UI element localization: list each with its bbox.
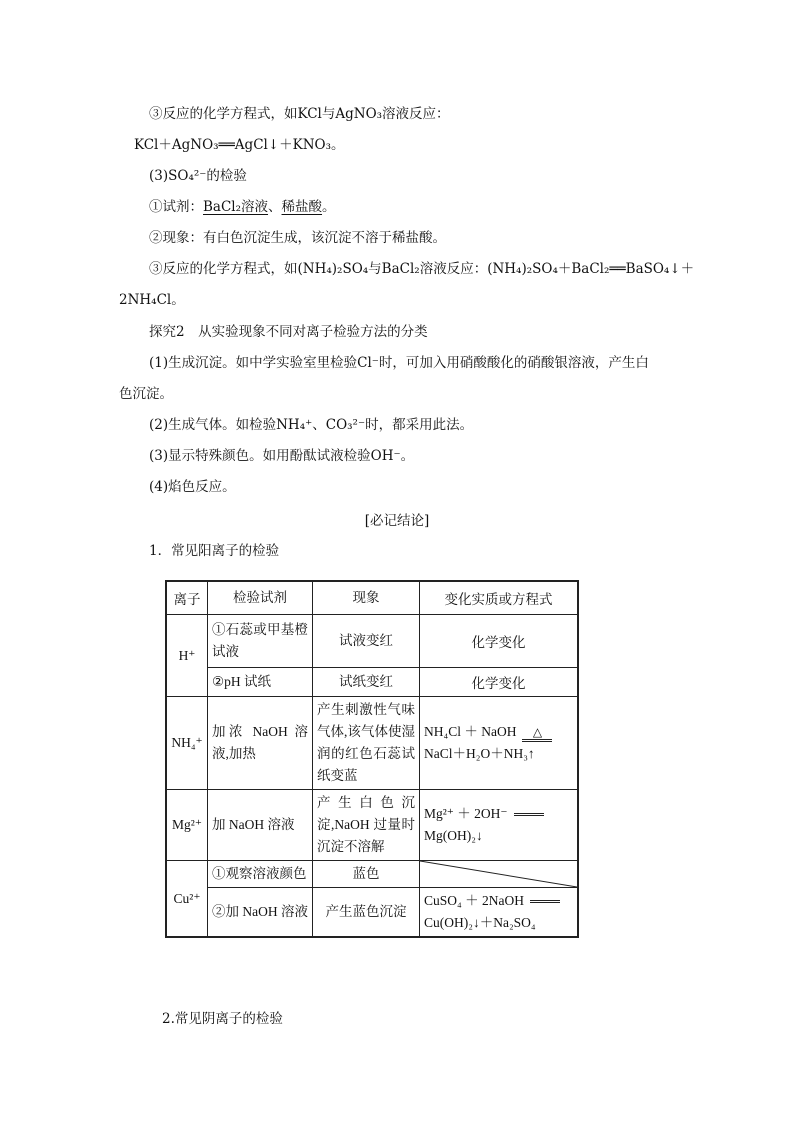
ion-nh4: NH₄⁺ <box>166 697 208 790</box>
text-line: (4)焰色反应。 <box>149 479 236 495</box>
table-row <box>166 790 578 861</box>
equation-line-cont: 2NH₄Cl。 <box>119 292 185 308</box>
phenomenon-line: ②现象：有白色沉淀生成，该沉淀不溶于稀盐酸。 <box>149 230 446 246</box>
reagent-hcl: 稀盐酸 <box>281 199 323 215</box>
reagent-cell: 加浓 NaOH 溶液,加热 <box>208 697 313 790</box>
reagent-cell: ①观察溶液颜色 <box>208 861 313 888</box>
separator: 、 <box>268 199 282 215</box>
equation-cell: 化学变化 <box>420 615 579 668</box>
equation-reactants: NH₄Cl ＋ NaOH <box>424 724 517 739</box>
table-row <box>166 697 578 790</box>
header-phenomenon: 现象 <box>313 581 420 615</box>
reagent-cell: ②加 NaOH 溶液 <box>208 888 313 938</box>
equation-products: Cu(OH)₂↓＋Na₂SO₄ <box>424 915 536 930</box>
phenomenon-cell: 产生刺激性气味气体,该气体使湿润的红色石蕊试纸变蓝 <box>313 697 420 790</box>
equation-cell <box>420 697 579 790</box>
equation-cell <box>420 888 579 938</box>
ion-h: H⁺ <box>166 615 208 697</box>
section-heading: (3)SO₄²⁻的检验 <box>149 168 247 184</box>
heat-icon: △ <box>532 725 543 739</box>
cation-test-table <box>165 580 579 938</box>
equation-cell: 化学变化 <box>420 668 579 697</box>
conclusion-heading: [必记结论] <box>364 513 430 529</box>
header-reagent: 检验试剂 <box>208 581 313 615</box>
table-header-row <box>166 581 578 615</box>
period: 。 <box>322 199 336 215</box>
ion-mg: Mg²⁺ <box>166 790 208 861</box>
text-line: ③反应的化学方程式，如KCl与AgNO₃溶液反应： <box>149 106 450 122</box>
reagent-cell: ②pH 试纸 <box>208 668 313 697</box>
header-ion: 离子 <box>166 581 208 615</box>
text-line: (1)生成沉淀。如中学实验室里检验Cl⁻时，可加入用硝酸酸化的硝酸银溶液，产生白 <box>149 355 649 371</box>
phenomenon-cell: 试液变红 <box>313 615 420 668</box>
reagent-cell: 加 NaOH 溶液 <box>208 790 313 861</box>
phenomenon-cell: 试纸变红 <box>313 668 420 697</box>
reagent-label: ①试剂： <box>149 199 203 215</box>
equation-line: KCl＋AgNO₃══AgCl↓＋KNO₃。 <box>134 137 345 153</box>
phenomenon-cell: 产生蓝色沉淀 <box>313 888 420 938</box>
heat-condition <box>522 726 552 742</box>
reagent-line <box>149 197 336 217</box>
section-heading: 探究2 从实验现象不同对离子检验方法的分类 <box>149 324 428 340</box>
empty-diagonal-cell <box>420 861 579 888</box>
equation-reactants: Mg²⁺ ＋ 2OH⁻ <box>424 806 508 821</box>
header-equation: 变化实质或方程式 <box>420 581 579 615</box>
table-row <box>166 861 578 888</box>
equation-cell <box>420 790 579 861</box>
text-line-cont: 色沉淀。 <box>119 386 173 402</box>
reagent-cell: ①石蕊或甲基橙试液 <box>208 615 313 668</box>
reagent-bacl2: BaCl₂溶液 <box>203 199 269 215</box>
phenomenon-cell: 蓝色 <box>313 861 420 888</box>
table-row <box>166 615 578 668</box>
equation-products: Mg(OH)₂↓ <box>424 828 483 843</box>
table-row <box>166 668 578 697</box>
table-row <box>166 888 578 938</box>
ion-cu: Cu²⁺ <box>166 861 208 938</box>
section-heading: 2.常见阴离子的检验 <box>162 1011 283 1027</box>
phenomenon-cell: 产生白色沉淀,NaOH 过量时沉淀不溶解 <box>313 790 420 861</box>
equation-products: NaCl＋H₂O＋NH₃↑ <box>424 746 535 761</box>
equation-line: ③反应的化学方程式，如(NH₄)₂SO₄与BaCl₂溶液反应：(NH₄)₂SO₄＋BaCl₂══BaSO₄↓＋ <box>149 261 695 277</box>
equals-sign <box>530 900 560 903</box>
text-line: (3)显示特殊颜色。如用酚酞试液检验OH⁻。 <box>149 448 415 464</box>
section-heading: 1．常见阳离子的检验 <box>149 543 280 559</box>
text-line: (2)生成气体。如检验NH₄⁺、CO₃²⁻时，都采用此法。 <box>149 417 474 433</box>
equals-sign <box>514 813 544 816</box>
equation-reactants: CuSO₄ ＋ 2NaOH <box>424 893 524 908</box>
